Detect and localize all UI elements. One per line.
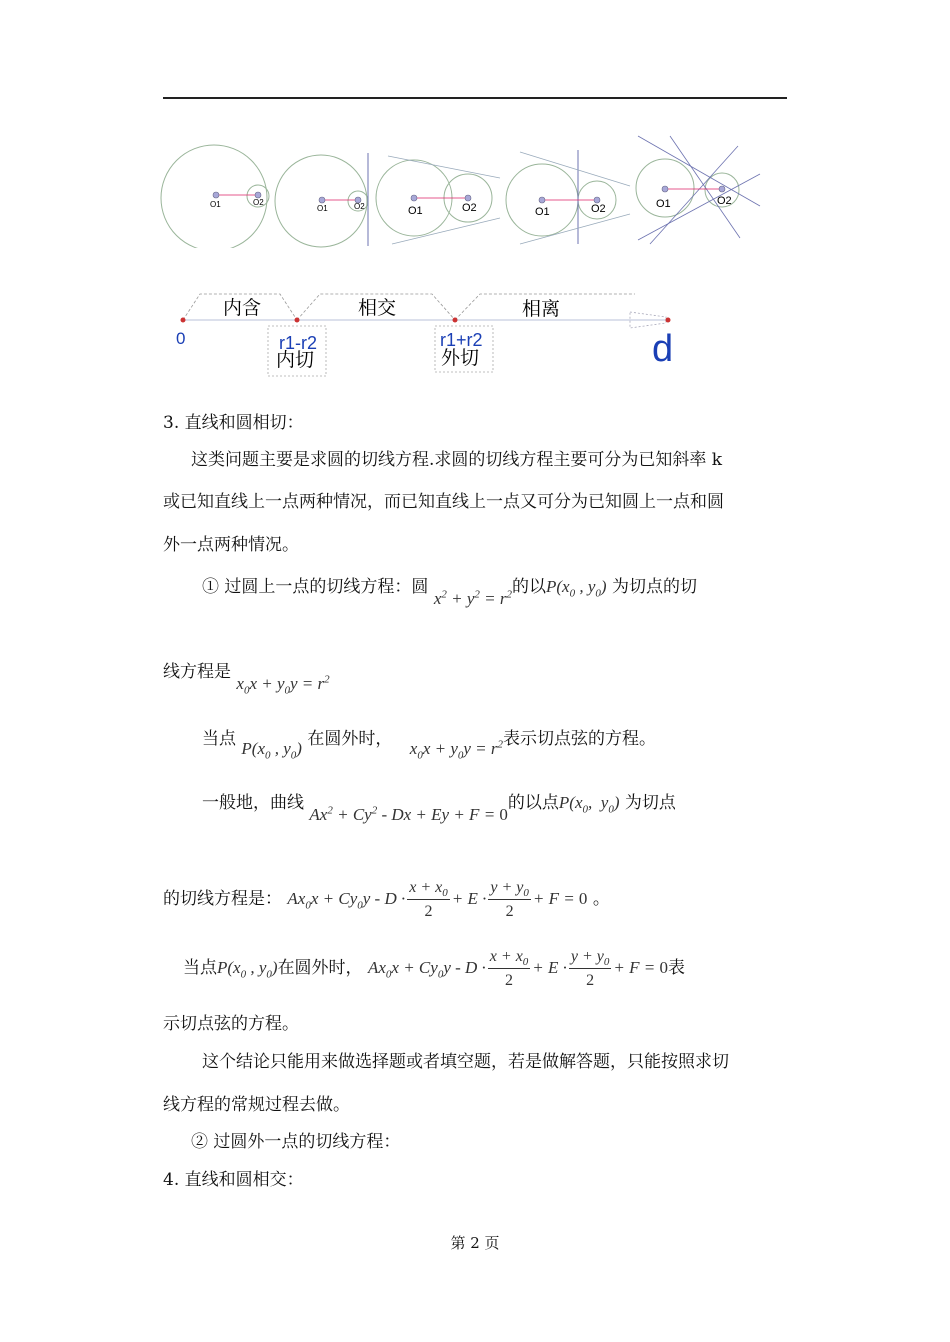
text-outside-circle-2: 在圆外时， — [277, 958, 363, 978]
text-period: 。 — [592, 889, 610, 909]
item-1-end: 为切点的切 — [611, 577, 697, 597]
text-as-tangent-point: 为切点 — [624, 793, 676, 813]
text-represents: 表 — [667, 958, 685, 978]
distance-number-line — [160, 286, 680, 386]
point-p-expression-2: $P(x_0$ , $y_0$) — [217, 958, 278, 981]
box-label-external-tangent: 外切 — [441, 347, 480, 369]
note-line-1: 这个结论只能用来做选择题或者填空题，若是做解答题，只能按照求切 — [202, 1052, 729, 1072]
chord-of-contact-line — [202, 727, 657, 762]
item-2-title: ② 过圆外一点的切线方程： — [191, 1132, 401, 1152]
point-label-r1-plus-r2: r1+r2 — [440, 330, 483, 350]
text-outside-circle: 在圆外时， — [307, 729, 393, 749]
center-label-o2: O2 — [354, 202, 365, 211]
region-label-intersect: 相交 — [358, 297, 397, 319]
circle-position-figures — [160, 128, 780, 248]
center-label-o1: O1 — [408, 205, 423, 217]
general-curve-equation: $Ax^2 + Cy^2 - Dx + Ey + F = 0$ — [309, 804, 508, 824]
chord-equation: $x_0x + y_0y = r^2$ — [409, 738, 504, 762]
paragraph-1-line-3: 外一点两种情况。 — [163, 535, 299, 555]
point-label-d: d — [652, 328, 674, 370]
general-chord-continuation: 示切点弦的方程。 — [163, 1014, 299, 1034]
tangent-line-equation: $x_0x + y_0y = r^2$ — [236, 673, 330, 697]
center-label-o2: O2 — [717, 195, 732, 207]
item-1-label: ① 过圆上一点的切线方程：圆 — [202, 577, 429, 597]
general-curve-line — [202, 791, 676, 824]
note-line-2: 线方程的常规过程去做。 — [163, 1095, 350, 1115]
region-label-separate: 相离 — [522, 298, 561, 320]
tangent-point: $P(x_0$ , $y_0$) — [545, 577, 607, 600]
figure-internal-containment — [161, 145, 269, 248]
item-1-cont-text: 线方程是 — [163, 662, 231, 682]
text-at-point: 的以点 — [507, 793, 559, 813]
point-label-zero: 0 — [176, 329, 186, 348]
center-label-o1: O1 — [317, 204, 328, 213]
figure-internal-tangent — [275, 153, 368, 247]
center-label-o1: O1 — [535, 206, 550, 218]
center-label-o1: O1 — [656, 198, 671, 210]
region-label-contain: 内含 — [223, 297, 262, 319]
paragraph-1-line-1: 这类问题主要是求圆的切线方程.求圆的切线方程主要可分为已知斜率 k — [191, 450, 723, 470]
point-p-expression: $P(x_0$ , $y_0$) — [241, 739, 302, 762]
general-tangent-equation: $Ax_0x + Cy_0y - D$ · $\frac{x + x_0}{2}$ + E · $\frac{y + y_0}{2}$ + F = 0 — [287, 878, 588, 920]
item-1-mid: 的以 — [511, 577, 546, 597]
point-label-r1-minus-r2: r1-r2 — [279, 333, 318, 353]
circle-equation: $x^2 + y^2 = r^2$ — [433, 588, 512, 608]
text-when-point: 当点 — [202, 729, 236, 749]
section-3-title: 3. 直线和圆相切： — [163, 413, 304, 433]
text-chord-meaning: 表示切点弦的方程。 — [503, 729, 657, 749]
item-1-continuation — [163, 660, 330, 697]
figure-external-tangent — [506, 150, 630, 244]
text-tangent-equation-is: 的切线方程是： — [163, 889, 282, 909]
center-label-o2: O2 — [462, 202, 477, 214]
general-tangent-point: $P(x_0$, $y_0$) — [558, 793, 620, 816]
section-4-title: 4. 直线和圆相交： — [163, 1170, 304, 1190]
general-chord-equation: $Ax_0x + Cy_0y - D$ · $\frac{x + x_0}{2}$ + E · $\frac{y + y_0}{2}$ + F = 0 — [367, 947, 668, 989]
center-label-o2: O2 — [591, 203, 606, 215]
center-label-o1: O1 — [210, 200, 221, 209]
general-chord-line — [183, 943, 685, 993]
figure-separated — [636, 136, 760, 244]
text-generally: 一般地，曲线 — [202, 793, 304, 813]
header-rule — [163, 97, 787, 99]
page-number: 第 2 页 — [450, 1234, 500, 1252]
center-label-o2: O2 — [253, 198, 264, 207]
item-1-line — [202, 575, 697, 608]
general-tangent-line — [163, 874, 610, 924]
paragraph-1-line-2: 或已知直线上一点两种情况，而已知直线上一点又可分为已知圆上一点和圆 — [163, 492, 724, 512]
figure-intersecting — [376, 156, 500, 244]
box-label-internal-tangent: 内切 — [276, 349, 315, 371]
text-when-point-2: 当点 — [183, 958, 217, 978]
